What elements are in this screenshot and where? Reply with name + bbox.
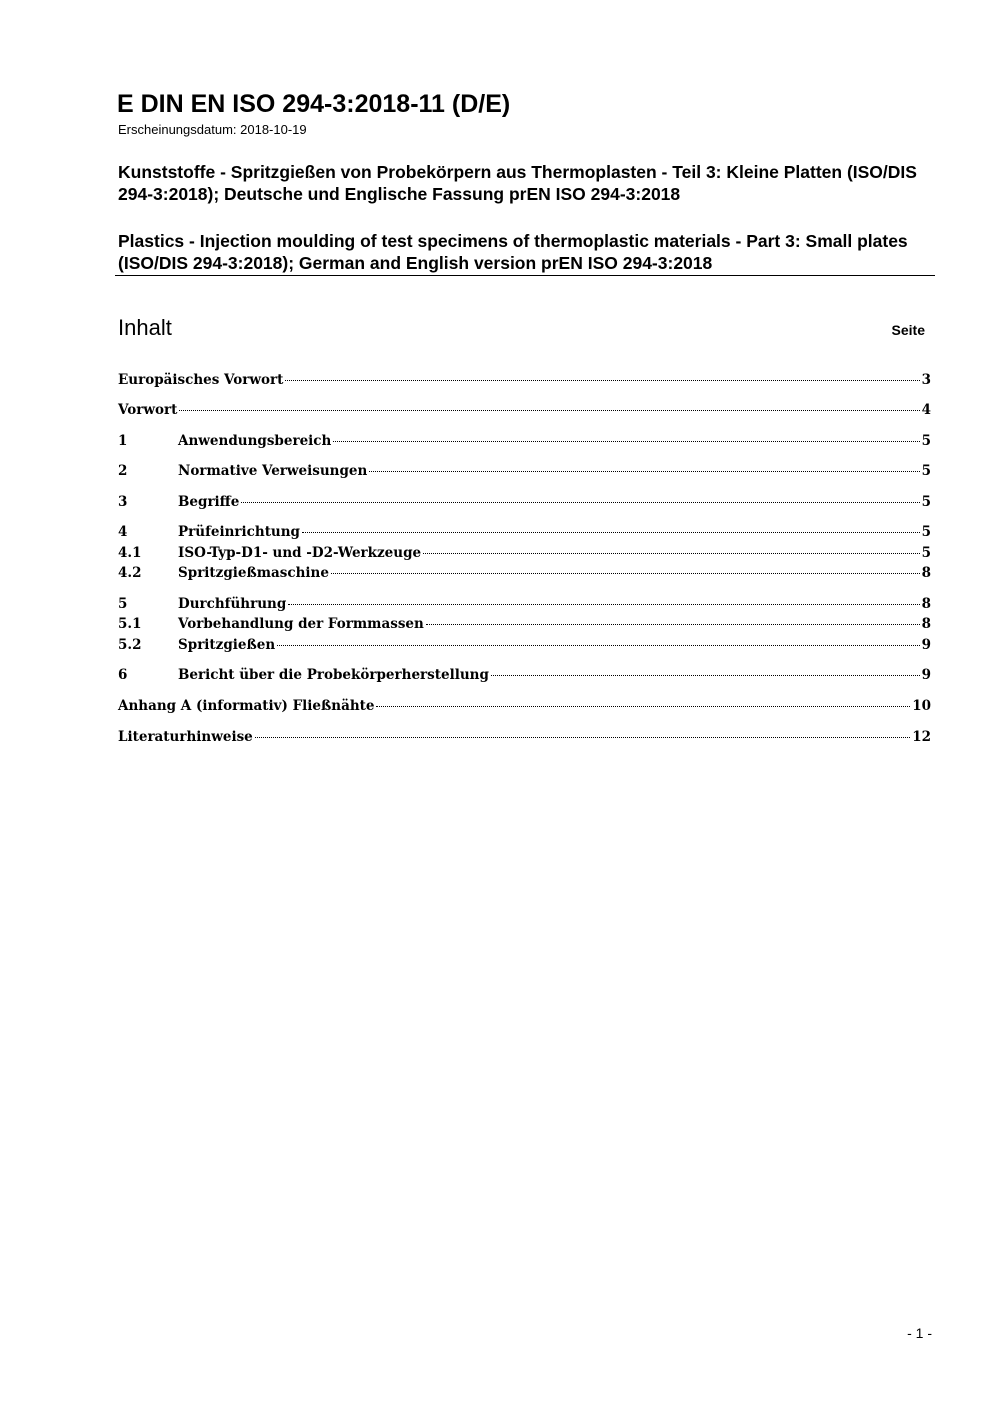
toc-entry-title: Vorbehandlung der Formmassen (178, 616, 424, 632)
footer-page-number: - 1 - (907, 1325, 932, 1341)
toc-entry-number: 4.1 (118, 545, 142, 561)
toc-entry-page: 8 (921, 616, 931, 632)
toc-entry-number: 6 (118, 667, 128, 683)
toc-entry-page: 3 (921, 372, 931, 388)
toc-leader-dots (255, 737, 910, 738)
toc-entry-title: Europäisches Vorwort (118, 372, 284, 388)
toc-leader-dots (333, 441, 919, 442)
toc-entry-title: Anwendungsbereich (178, 433, 332, 449)
toc-entry-page: 5 (921, 494, 931, 510)
toc-leader-dots (179, 410, 919, 411)
toc-entry-page: 12 (912, 729, 931, 745)
toc-entry-number: 3 (118, 494, 128, 510)
toc-entry-title: Durchführung (178, 596, 287, 612)
toc-heading: Inhalt (118, 315, 172, 340)
toc-entry-page: 5 (921, 433, 931, 449)
toc-entry[interactable] (118, 402, 931, 421)
toc-leader-dots (331, 573, 920, 574)
toc-entry-page: 5 (921, 463, 931, 479)
toc-entry-title: Prüfeinrichtung (178, 524, 301, 540)
toc-entry-number: 5.1 (118, 616, 142, 632)
toc-entry-title: Begriffe (178, 494, 240, 510)
toc-leader-dots (288, 604, 919, 605)
toc-entry-page: 9 (921, 667, 931, 683)
toc-entry-number: 4.2 (118, 565, 142, 581)
toc-entry-title: ISO-Typ-D1- und -D2-Werkzeuge (178, 545, 422, 561)
toc-entry[interactable] (118, 372, 931, 391)
toc-entry-title: Bericht über die Probekörperherstellung (178, 667, 489, 683)
toc-leader-dots (302, 532, 920, 533)
title-divider (115, 275, 935, 276)
toc-entry-page: 8 (921, 565, 931, 581)
toc-entry[interactable] (118, 698, 931, 717)
toc-entry-number: 5 (118, 596, 128, 612)
toc-entry-title: Anhang A (informativ) Fließnähte (118, 698, 375, 714)
toc-entry[interactable] (118, 667, 931, 686)
toc-entry-title: Literaturhinweise (118, 729, 253, 745)
title-german: Kunststoffe - Spritzgießen von Probekörpern aus Thermoplasten - Teil 3: Kleine Platten (ISO/DIS 294-3:2018); Deutsche und Englische Fassung prEN ISO 294-3:2018 (118, 162, 917, 204)
toc-leader-dots (369, 471, 919, 472)
toc-leader-dots (241, 502, 919, 503)
toc-entry-number: 1 (118, 433, 128, 449)
toc-entry[interactable] (118, 729, 931, 748)
toc-entry[interactable] (118, 433, 931, 452)
toc-entry-number: 2 (118, 463, 128, 479)
toc-entry-page: 4 (921, 402, 931, 418)
toc-entry-page: 5 (921, 524, 931, 540)
toc-entry[interactable] (118, 616, 931, 635)
toc-entry[interactable] (118, 637, 931, 656)
toc-entry[interactable] (118, 463, 931, 482)
toc-entry-title: Normative Verweisungen (178, 463, 368, 479)
toc-leader-dots (423, 553, 920, 554)
toc-entry-title: Spritzgießen (178, 637, 276, 653)
toc-entry-number: 5.2 (118, 637, 142, 653)
toc-entry[interactable] (118, 494, 931, 513)
toc-entry-number: 4 (118, 524, 128, 540)
toc-entry-page: 9 (921, 637, 931, 653)
toc-entry-title: Vorwort (118, 402, 178, 418)
toc-leader-dots (426, 624, 920, 625)
toc-page-label: Seite (891, 322, 925, 338)
toc-entry[interactable] (118, 524, 931, 543)
toc-entry-title: Spritzgießmaschine (178, 565, 329, 581)
publication-date: Erscheinungsdatum: 2018-10-19 (118, 122, 307, 137)
toc-entry-page: 5 (921, 545, 931, 561)
toc-entry-page: 10 (912, 698, 931, 714)
toc-leader-dots (277, 645, 919, 646)
toc-entry[interactable] (118, 545, 931, 564)
toc-entry[interactable] (118, 565, 931, 584)
title-english: Plastics - Injection moulding of test specimens of thermoplastic materials - Part 3: Small plates (ISO/DIS 294-3:2018); German and English version prEN ISO 294-3:2018 (118, 231, 908, 273)
toc-entry-page: 8 (921, 596, 931, 612)
toc-leader-dots (376, 706, 910, 707)
document-id: E DIN EN ISO 294-3:2018-11 (D/E) (117, 90, 511, 118)
toc-leader-dots (285, 380, 919, 381)
toc-leader-dots (491, 675, 920, 676)
toc-entry[interactable] (118, 596, 931, 615)
